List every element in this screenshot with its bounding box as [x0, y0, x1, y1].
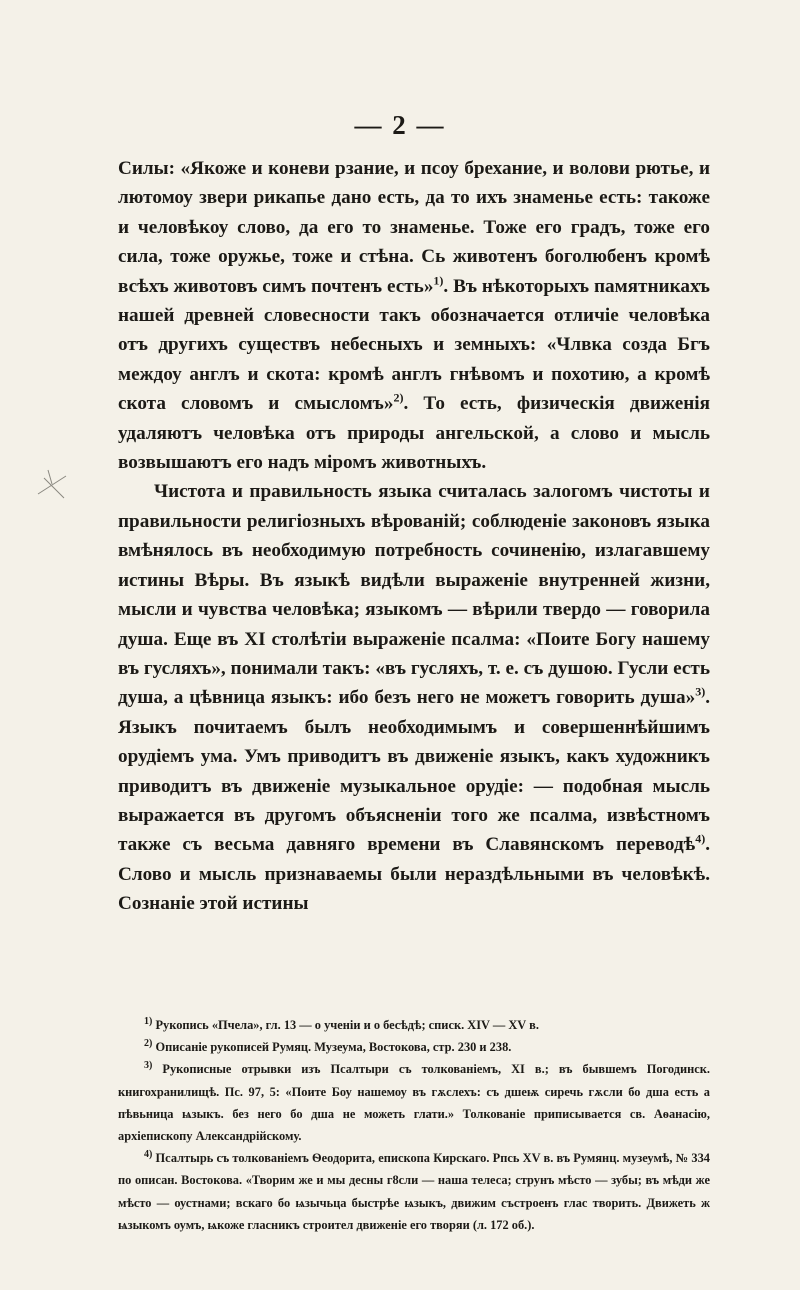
paragraph	[118, 477, 710, 918]
footnote-text: Рукописные отрывки изъ Псалтыри съ толкованіемъ, XI в.; въ бывшемъ Погодинск. книгохранилищѣ. Пс. 97, 5: «Поите Боу нашемоу въ гѫслехъ: съ дшеѭ сиречь гѫсли бо дша есть а пѣвьница ѩзыкъ. без него бо дша не можеть глати.» Толкованіе приписывается св. Аѳанасію, архіепископу Александрійскому.	[118, 1062, 710, 1144]
footnote-ref: 4)	[695, 831, 706, 846]
footnote	[118, 1036, 710, 1058]
footnote-text: Рукопись «Пчела», гл. 13 — о ученіи и о бесѣдѣ; списк. XIV — XV в.	[155, 1018, 539, 1032]
paragraph	[118, 154, 710, 477]
footnote	[118, 1147, 710, 1236]
text-run: . Слово и мысль признаваемы были нераздѣльными въ человѣкѣ. Сознаніе этой истины	[118, 834, 710, 915]
footnote-mark: 2)	[144, 1038, 153, 1050]
text-run: . Языкъ почитаемъ былъ необходимымъ и совершеннѣйшимъ орудіемъ ума. Умъ приводитъ въ движеніе языкъ, какъ художникъ приводитъ въ движеніе музыкальное орудіе: — подобная мысль выражается въ другомъ объясненіи того же псалма, извѣстномъ также съ весьма давняго времени въ Славянскомъ переводѣ	[118, 687, 710, 856]
page-number: — 2 —	[354, 110, 446, 140]
footnote-mark: 4)	[144, 1149, 153, 1161]
footnote-ref: 3)	[695, 684, 706, 699]
text-run: Силы: «Якоже и коневи рзание, и псоу брехание, и волови рютье, и лютомоу звери рикапье дано есть, да то ихъ знаменье есть: такоже и человѣкоу слово, да его то знаменье. Тоже его градъ, тоже его сила, тоже оружье, тоже и стѣна. Сь животенъ боголюбенъ кромѣ всѣхъ животовъ симъ почтенъ есть»	[118, 158, 710, 297]
footnote-ref: 1)	[433, 273, 444, 288]
footnote	[118, 1058, 710, 1147]
main-text	[118, 154, 710, 919]
text-run: . То есть, физическія движенія удаляютъ человѣка отъ природы ангельской, а слово и мысль возвышаютъ его надъ міромъ животныхъ.	[118, 393, 710, 474]
footnote	[118, 1014, 710, 1036]
footnote-mark: 3)	[144, 1060, 153, 1072]
footnote-text: Псалтырь съ толкованіемъ Ѳеодорита, епископа Кирскаго. Рпсь XV в. въ Румянц. музеумѣ, № 334 по описан. Востокова. «Творим же и мы десны г8сли — наша телеса; струнъ мѣсто — зубы; въ мѣди же мѣсто — оустнами; вскаго бо ѩзычьца быстрѣе ѩзыкъ, движим състроенъ глас творить. Движеть ж ѩзыкомъ оумъ, ѩкоже гласникъ строител движеніе его творяи (л. 172 об.).	[118, 1151, 710, 1232]
footnote-mark: 1)	[144, 1015, 153, 1027]
text-run: Чистота и правильность языка считалась залогомъ чистоты и правильности религіозныхъ вѣрованій; соблюденіе законовъ языка вмѣнялось въ необходимую потребность сочиненію, излагавшему истины Вѣры. Въ языкѣ видѣли выраженіе внутренней жизни, мысли и чувства человѣка; языкомъ — вѣрили твердо — говорила душа. Еще въ XI столѣтіи выраженіе псалма: «Поите Богу нашему въ гусляхъ», понимали такъ: «въ гусляхъ, т. е. съ душою. Гусли есть душа, а цѣвница языкъ: ибо безъ него не можетъ говорить душа»	[118, 481, 710, 709]
footnote-ref: 2)	[393, 390, 404, 405]
margin-pencil-mark	[34, 464, 74, 504]
footnotes	[118, 1014, 710, 1236]
footnote-text: Описаніе рукописей Румяц. Музеума, Востокова, стр. 230 и 238.	[155, 1040, 512, 1055]
text-run: . Въ нѣкоторыхъ памятникахъ нашей древней словесности такъ обозначается отличіе человѣка отъ другихъ существъ небесныхъ и земныхъ: «Члвка созда Бгъ междоу англъ и скота: кромѣ англъ гнѣвомъ и похотию, а кромѣ скота словомъ и смысломъ»	[118, 275, 710, 415]
